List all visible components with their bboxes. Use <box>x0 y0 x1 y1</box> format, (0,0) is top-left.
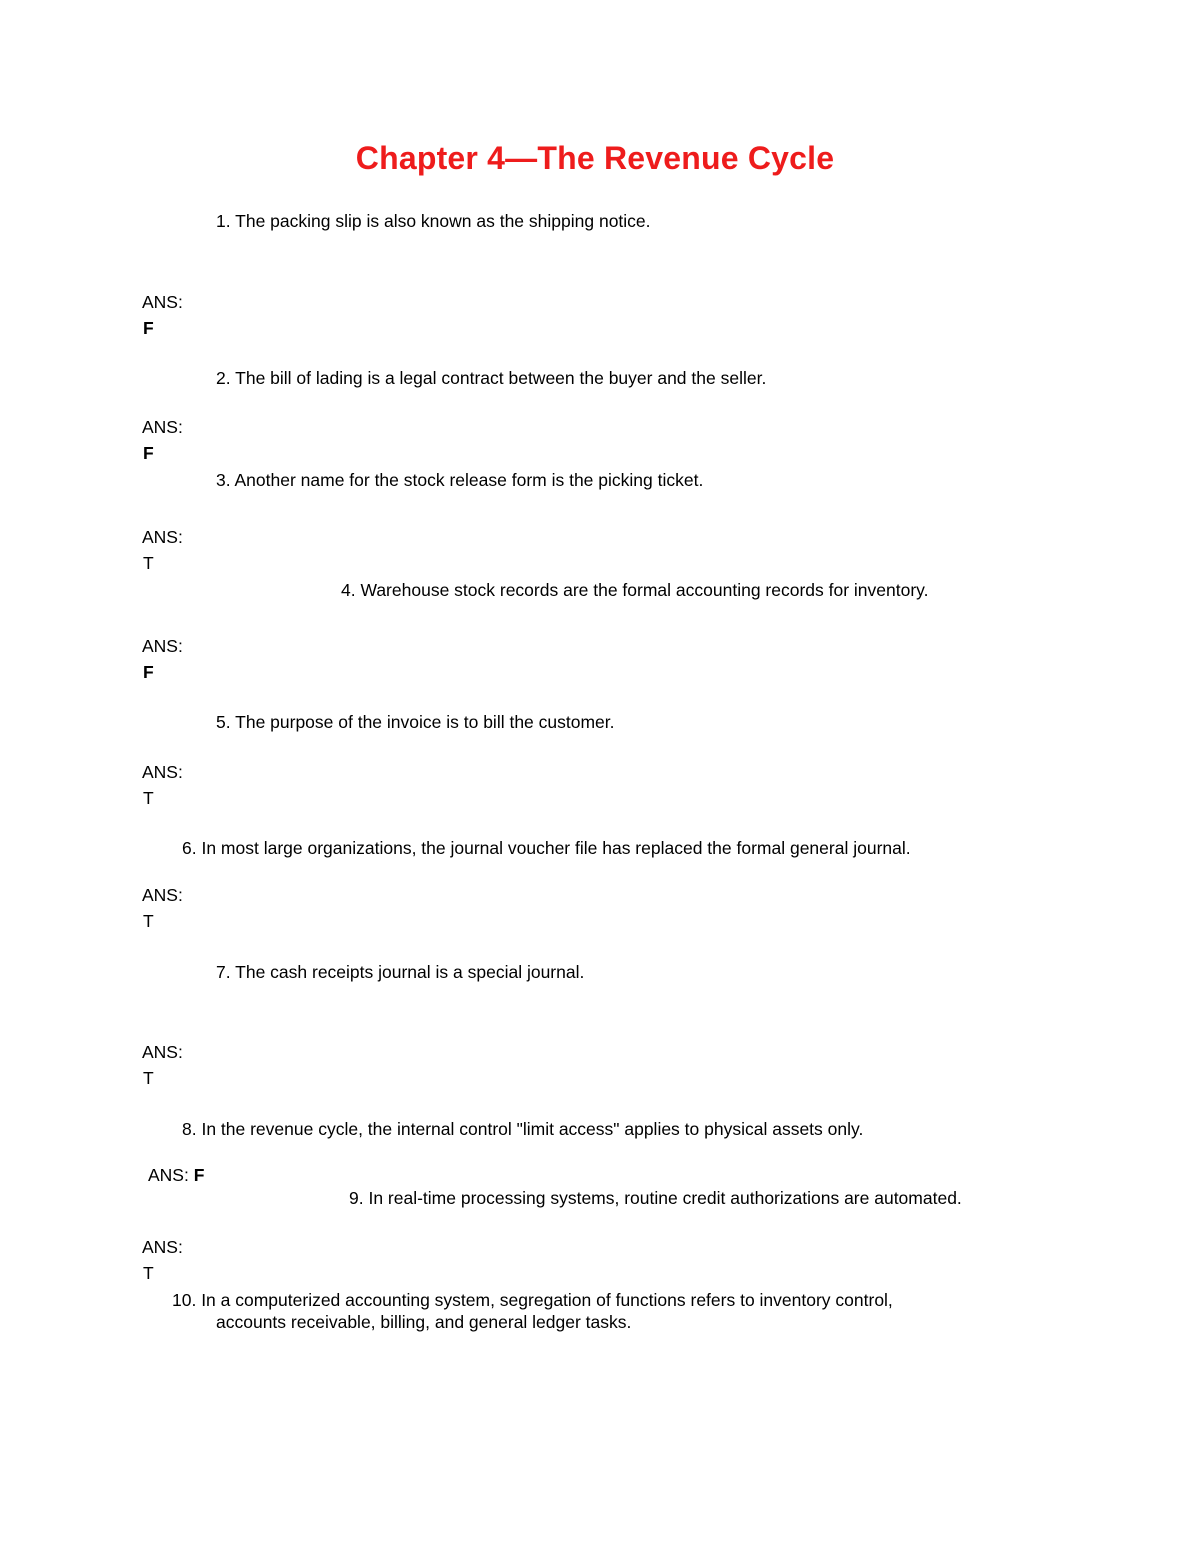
answer-value-7: T <box>143 1068 154 1088</box>
answer-value-2: F <box>143 443 154 463</box>
answer-label-5: ANS: <box>142 762 183 782</box>
answer-label-2: ANS: <box>142 417 183 437</box>
question-5: 5. The purpose of the invoice is to bill the customer. <box>216 712 615 732</box>
question-7: 7. The cash receipts journal is a special journal. <box>216 962 585 982</box>
answer-value-3: T <box>143 553 154 573</box>
answer-label-9: ANS: <box>142 1237 183 1257</box>
answer-value-9: T <box>143 1263 154 1283</box>
question-8: 8. In the revenue cycle, the internal control "limit access" applies to physical assets only. <box>182 1119 864 1139</box>
answer-value-8: ANS: F <box>148 1165 205 1185</box>
question-2: 2. The bill of lading is a legal contract between the buyer and the seller. <box>216 368 767 388</box>
answer-label-7: ANS: <box>142 1042 183 1062</box>
question-10-line-2: accounts receivable, billing, and general ledger tasks. <box>216 1312 632 1332</box>
page-title: Chapter 4—The Revenue Cycle <box>355 140 835 176</box>
question-10-line-1: 10. In a computerized accounting system, segregation of functions refers to inventory control, <box>172 1290 893 1310</box>
answer-value-4: F <box>143 662 154 682</box>
question-1: 1. The packing slip is also known as the shipping notice. <box>216 211 651 231</box>
answer-value-1: F <box>143 318 154 338</box>
question-6: 6. In most large organizations, the journal voucher file has replaced the formal general journal. <box>182 838 911 858</box>
answer-label-6: ANS: <box>142 885 183 905</box>
answer-value-5: T <box>143 788 154 808</box>
question-3: 3. Another name for the stock release form is the picking ticket. <box>216 470 704 490</box>
answer-label-1: ANS: <box>142 292 183 312</box>
question-9: 9. In real-time processing systems, routine credit authorizations are automated. <box>349 1188 962 1208</box>
answer-label-3: ANS: <box>142 527 183 547</box>
question-4: 4. Warehouse stock records are the formal accounting records for inventory. <box>341 580 929 600</box>
answer-value-6: T <box>143 911 154 931</box>
answer-label-4: ANS: <box>142 636 183 656</box>
